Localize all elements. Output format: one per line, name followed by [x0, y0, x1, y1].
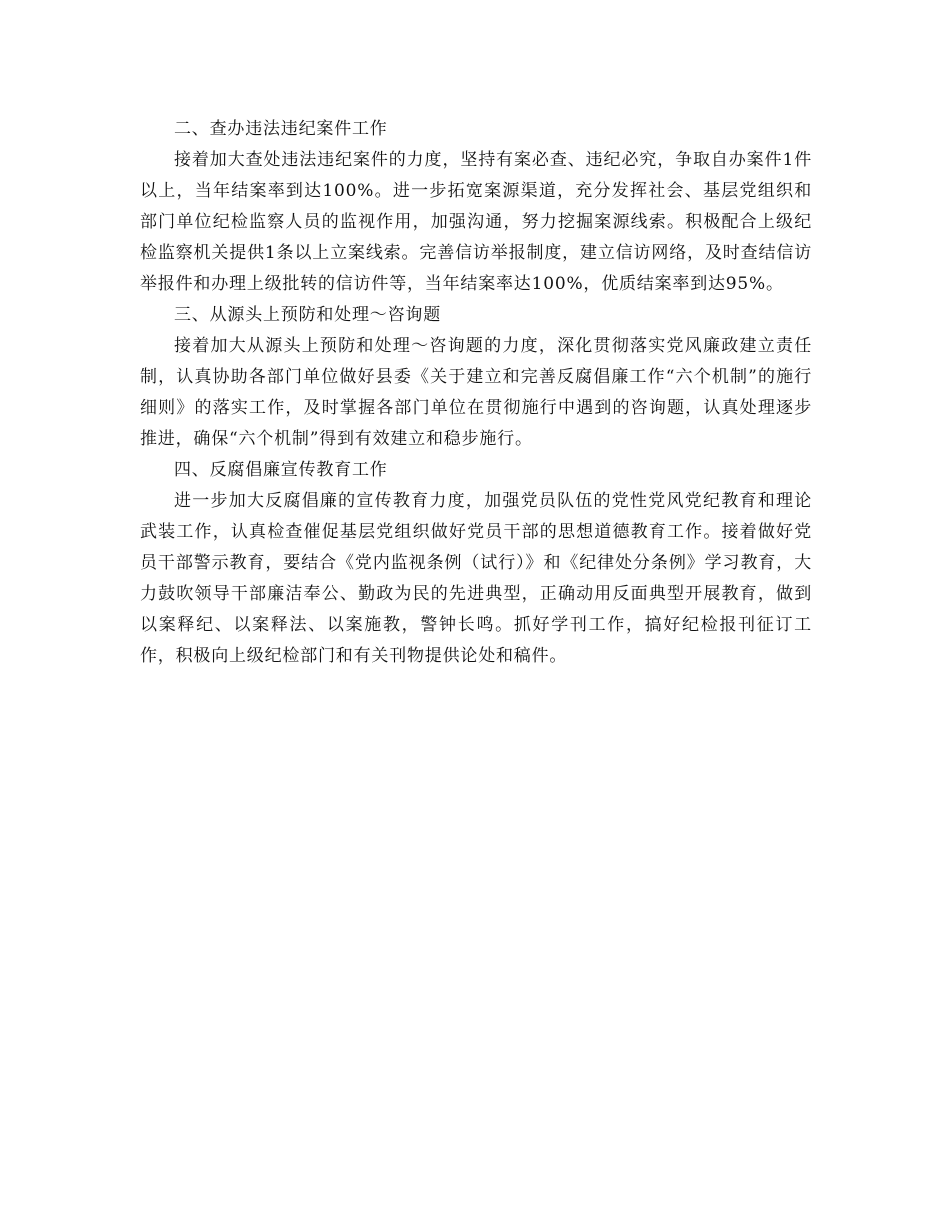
section-heading-2: 二、查办违法违纪案件工作 [174, 119, 388, 139]
section-paragraph-2: 接着加大查处违法违纪案件的力度，坚持有案必查、违纪必究，争取自办案件1件以上，当年结案率到达100%。进一步拓宽案源渠道，充分发挥社会、基层党组织和部门单位纪检监察人员的监视作用，加强沟通，努力挖掘案源线索。积极配合上级纪检监察机关提供1条以上立案线索。完善信访举报制度，建立信访网络，及时查结信访举报件和办理上级批转的信访件等，当年结案率达100%，优质结案率到达95%。 [140, 150, 812, 294]
section-paragraph-3: 接着加大从源头上预防和处理～咨询题的力度，深化贯彻落实党风廉政建立责任制，认真协助各部门单位做好县委《关于建立和完善反腐倡廉工作“六个机制”的施行细则》的落实工作，及时掌握各部门单位在贯彻施行中遇到的咨询题，认真处理逐步推进，确保“六个机制”得到有效建立和稳步施行。 [140, 336, 812, 449]
section-heading-3: 三、从源头上预防和处理～咨询题 [174, 305, 441, 325]
section-heading-4: 四、反腐倡廉宣传教育工作 [174, 460, 388, 480]
section-paragraph-4: 进一步加大反腐倡廉的宣传教育力度，加强党员队伍的党性党风党纪教育和理论武装工作，认真检查催促基层党组织做好党员干部的思想道德教育工作。接着做好党员干部警示教育，要结合《党内监视条例（试行）》和《纪律处分条例》学习教育，大力鼓吹领导干部廉洁奉公、勤政为民的先进典型，正确动用反面典型开展教育，做到以案释纪、以案释法、以案施教，警钟长鸣。抓好学刊工作，搞好纪检报刊征订工作，积极向上级纪检部门和有关刊物提供论处和稿件。 [140, 491, 812, 666]
document-body [140, 114, 812, 672]
